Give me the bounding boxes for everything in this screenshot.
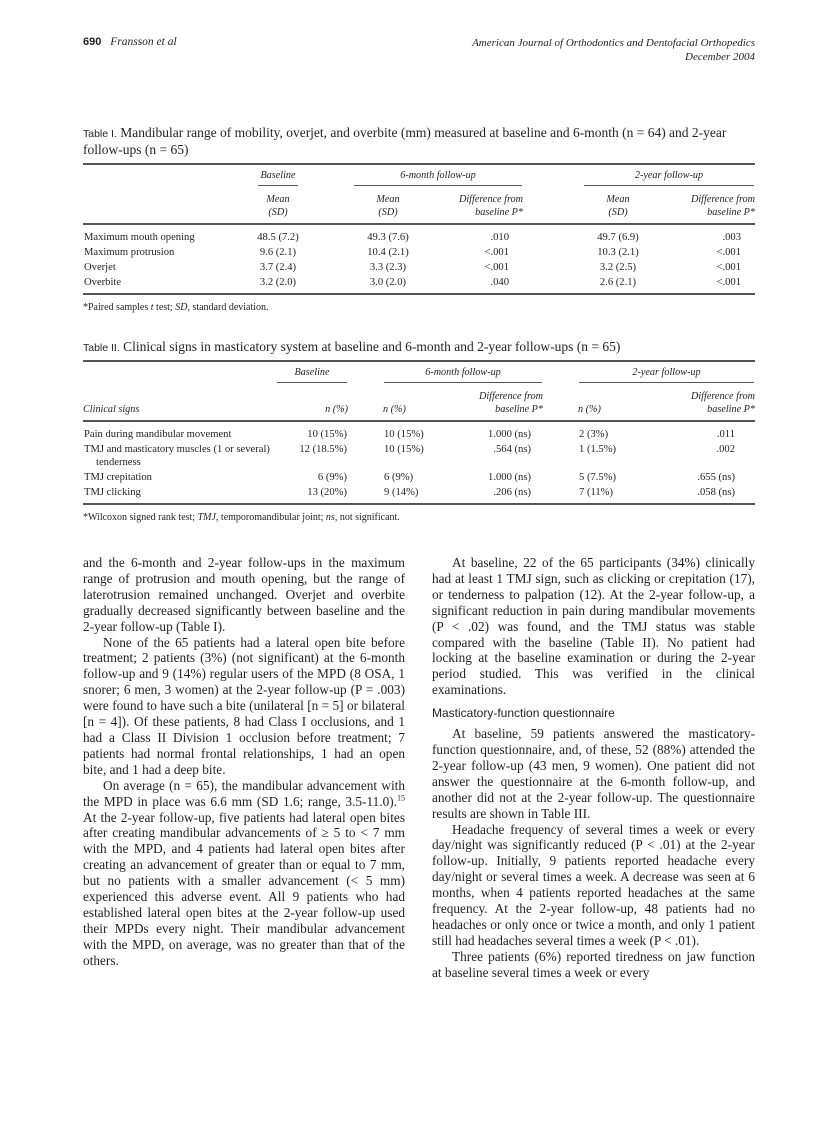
row-label: Maximum mouth opening: [84, 232, 195, 243]
cell-p2: <.001: [716, 247, 741, 258]
cell-p6: 1.000 (ns): [488, 472, 531, 483]
cell-baseline: 3.2 (2.0): [259, 277, 297, 288]
table2-group-2year: 2-year follow-up: [579, 367, 754, 383]
footnote-text: , not significant.: [334, 512, 400, 523]
footnote-text: t: [150, 302, 154, 313]
table1-sub-diff2: baseline P*: [475, 207, 523, 218]
paragraph: and the 6-month and 2-year follow-ups in the maximum range of protrusion and mouth opening, but the range of laterotrusion remained unchanged. Overjet and overbite gradually decreased significantly between baseline and the 2-year follow-up (Table I).: [83, 555, 405, 634]
cell-p6: .564 (ns): [493, 444, 531, 455]
table1-row: [83, 245, 755, 260]
table1-footnote: [83, 302, 755, 313]
right-column: [432, 555, 755, 981]
table1-label: Table I.: [83, 128, 117, 140]
cell-p2: <.001: [716, 262, 741, 273]
table2-sub-diff: Difference from: [690, 391, 755, 402]
cell-baseline: 3.7 (2.4): [259, 262, 297, 273]
row-label: Maximum protrusion: [84, 247, 175, 258]
paragraph: Three patients (6%) reported tiredness on jaw function at baseline several times a week or every: [432, 948, 755, 980]
table2-caption-text: Clinical signs in masticatory system at baseline and 6-month and 2-year follow-ups (n = 65): [123, 339, 621, 354]
table2-grid: [83, 360, 755, 507]
cell-6month: 3.3 (2.3): [369, 262, 407, 273]
table2-row: [83, 427, 755, 442]
cell-baseline: 13 (20%): [307, 487, 347, 498]
footnote-text: test;: [153, 302, 176, 313]
cell-p6: .040: [490, 277, 509, 288]
table1-group-baseline: Baseline: [258, 170, 298, 186]
cell-p2: .011: [716, 429, 735, 440]
journal-title: American Journal of Orthodontics and Dentofacial Orthopedics: [472, 37, 755, 49]
table2-sub-n: n (%): [325, 404, 348, 415]
table1-sub-diff: Difference from: [458, 194, 523, 205]
cell-baseline: 6 (9%): [317, 472, 347, 483]
table1-sub-sd: (SD): [608, 207, 628, 218]
row-label: Overbite: [84, 277, 122, 288]
table2-row: [83, 470, 755, 485]
footnote-text: TMJ: [197, 512, 216, 523]
cell-2year: 49.7 (6.9): [597, 232, 639, 243]
row-label: Pain during mandibular movement: [84, 429, 232, 440]
cell-p6: <.001: [484, 247, 509, 258]
left-column: [83, 555, 405, 969]
table1-row: [83, 230, 755, 245]
footnote-text: *Wilcoxon signed rank test;: [83, 512, 198, 523]
table1: [83, 163, 755, 313]
table2-row: [83, 485, 755, 504]
paragraph-text: At the 2-year follow-up, five patients had lateral open bites after creating mandibular advancements of ≥ 5 to < 7 mm with the MPD, and 4 patients had lateral open bites after creating an advancement of greater than or equal to 7 mm, but no patients with a smaller advancement (< 5 mm) experienced this adverse event. All 9 patients who had established lateral open bites at the 2-year follow-up used their MPDs every night. Their mandibular advancement with the MPD, on average, was no greater than that of the others.: [83, 809, 405, 968]
cell-p6: .010: [490, 232, 509, 243]
table2-group-baseline: Baseline: [277, 367, 347, 383]
cell-p2: .058 (ns): [697, 487, 735, 498]
table1-row: [83, 275, 755, 294]
table2-caption: [83, 339, 755, 356]
table1-sub-mean: Mean: [266, 194, 290, 205]
table1-sub-sd: (SD): [378, 207, 398, 218]
footnote-text: , temporomandibular joint;: [215, 512, 326, 523]
row-label: Overjet: [84, 262, 116, 273]
cell-2year: 10.3 (2.1): [597, 247, 639, 258]
cell-p2: .002: [716, 444, 735, 455]
row-label: TMJ crepitation: [84, 472, 152, 483]
cell-baseline: 9.6 (2.1): [259, 247, 297, 258]
table1-group-2year: 2-year follow-up: [584, 170, 754, 186]
cell-6month: 6 (9%): [384, 472, 414, 483]
table2-sub-diff2: baseline P*: [495, 404, 543, 415]
authors: Fransson et al: [110, 36, 177, 48]
table2-sub-n: n (%): [383, 404, 406, 415]
running-head-right: [472, 36, 755, 64]
cell-2year: 7 (11%): [579, 487, 614, 498]
cell-2year: 2 (3%): [579, 429, 609, 440]
cell-2year: 1 (1.5%): [579, 444, 617, 455]
cell-6month: 9 (14%): [384, 487, 419, 498]
table1-caption: [83, 125, 755, 158]
footnote-text: SD: [175, 302, 188, 313]
table2-row: [83, 442, 755, 470]
cell-2year: 3.2 (2.5): [599, 262, 637, 273]
table2-label: Table II.: [83, 342, 120, 354]
footnote-text: *Paired samples: [83, 302, 151, 313]
cell-2year: 5 (7.5%): [579, 472, 617, 483]
paragraph: Headache frequency of several times a week or every day/night was significantly reduced (P < .01) at the 2-year follow-up. Initially, 9 patients reported headache every day/night or several times a week. A decrease was seen at 6 months, when 4 patients reported headaches at the same frequency. At the 2-year follow-up, 48 patients had no headaches or only once or twice a month, and only 1 patient still had headaches several times a week (P < .01).: [432, 821, 755, 948]
table2-group-6month: 6-month follow-up: [384, 367, 542, 383]
cell-p2: .655 (ns): [697, 472, 735, 483]
section-heading: Masticatory-function questionnaire: [432, 706, 615, 721]
cell-p2: .003: [722, 232, 741, 243]
cell-p6: 1.000 (ns): [488, 429, 531, 440]
table1-sub-mean: Mean: [376, 194, 400, 205]
table1-sub-sd: (SD): [268, 207, 288, 218]
cell-p6: <.001: [484, 262, 509, 273]
paragraph: At baseline, 59 patients answered the masticatory-function questionnaire, and, of these, 52 (88%) attended the 2-year follow-up (43 men, 9 women). One patient did not answer the questionnaire at the 6-month follow-up, and another did not at the 2-year follow-up. The questionnaire results are shown in Table III.: [432, 726, 755, 821]
table1-sub-mean: Mean: [606, 194, 630, 205]
row-label-cont: tenderness: [96, 457, 141, 468]
table1-sub-diff2: baseline P*: [707, 207, 755, 218]
table2-footnote: [83, 512, 755, 523]
table2-sub-n: n (%): [578, 404, 601, 415]
cell-6month: 3.0 (2.0): [369, 277, 407, 288]
paragraph: [83, 778, 405, 969]
table2: [83, 360, 755, 523]
table1-group-6month: 6-month follow-up: [354, 170, 522, 186]
table1-caption-text: Mandibular range of mobility, overjet, and overbite (mm) measured at baseline and 6-month (n = 64) and 2-year follow-ups (n = 65): [83, 125, 727, 157]
cell-baseline: 10 (15%): [307, 429, 347, 440]
cell-p2: <.001: [716, 277, 741, 288]
row-label: TMJ clicking: [84, 487, 141, 498]
table1-sub-diff: Difference from: [690, 194, 755, 205]
table2-row-header: Clinical signs: [83, 404, 140, 415]
table2-sub-diff2: baseline P*: [707, 404, 755, 415]
cell-6month: 49.3 (7.6): [367, 232, 409, 243]
table2-sub-diff: Difference from: [478, 391, 543, 402]
paragraph: None of the 65 patients had a lateral open bite before treatment; 2 patients (3%) (not significant) at the 6-month follow-up and 9 (14%) regular users of the MPD (8 OSA, 1 snorer; 6 men, 3 women) at the 2-year follow-up (P = .003) were found to have such a bite (unilateral [n = 5] or bilateral [n = 4]). Of these patients, 8 had Class I occlusions, and 1 had a Class II Division 1 occlusion before treatment; 7 patients had normal frontal relationships, 1 had an open bite, and 1 had a deep bite.: [83, 634, 405, 777]
page-number: 690: [83, 36, 102, 48]
table1-grid: [83, 163, 755, 297]
cell-2year: 2.6 (2.1): [599, 277, 637, 288]
cell-6month: 10 (15%): [384, 429, 424, 440]
paragraph-text: On average (n = 65), the mandibular advancement with the MPD in place was 6.6 mm (SD 1.6; range, 3.5-11.0).: [83, 777, 405, 809]
cell-p6: .206 (ns): [493, 487, 531, 498]
reference-superscript: 15: [397, 793, 405, 803]
cell-baseline: 12 (18.5%): [299, 444, 347, 455]
cell-6month: 10 (15%): [384, 444, 424, 455]
cell-baseline: 48.5 (7.2): [257, 232, 299, 243]
issue-date: December 2004: [685, 51, 755, 63]
row-label: TMJ and masticatory muscles (1 or several): [84, 444, 270, 455]
footnote-text: , standard deviation.: [187, 302, 269, 313]
paragraph: At baseline, 22 of the 65 participants (34%) clinically had at least 1 TMJ sign, such as clicking or crepitation (17), or tenderness to palpation (12). At the 2-year follow-up, a significant reduction in pain during mandibular movements (P < .02) was found, and the TMJ status was stable compared with the baseline (Table II). No patient had locking at the baseline examination or during the 2-year period studied. This was verified in the clinical examinations.: [432, 555, 755, 698]
footnote-text: ns: [325, 512, 335, 523]
running-head-left: [83, 36, 177, 48]
table1-row: [83, 260, 755, 275]
cell-6month: 10.4 (2.1): [367, 247, 409, 258]
